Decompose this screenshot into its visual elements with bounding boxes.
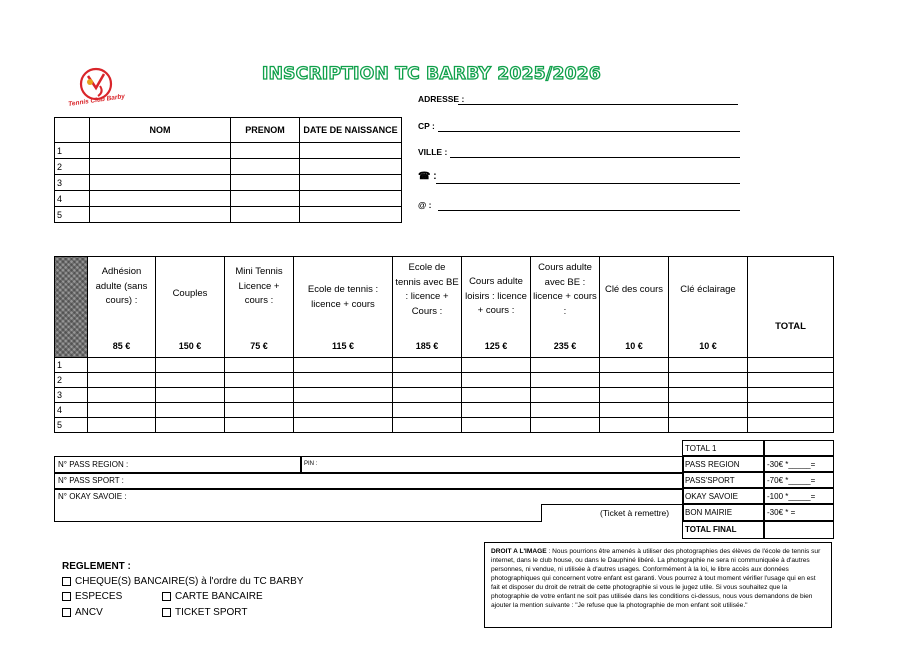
address-label: ADRESSE :: [418, 94, 465, 104]
fee-cell[interactable]: [88, 418, 156, 433]
image-rights-heading: DROIT A L'IMAGE: [491, 548, 547, 555]
page-title: INSCRIPTION TC BARBY 2025/2026: [262, 64, 601, 84]
prenom-cell[interactable]: [231, 207, 300, 223]
col-nom: NOM: [90, 118, 231, 143]
ticket-sport-option[interactable]: TICKET SPORT: [162, 607, 247, 618]
fee-cell[interactable]: [393, 388, 462, 403]
pass-region-value[interactable]: -30€ *_____=: [764, 456, 834, 472]
checkbox[interactable]: [62, 592, 71, 601]
club-logo: [66, 66, 126, 108]
fee-cell[interactable]: [600, 388, 669, 403]
prenom-cell[interactable]: [231, 159, 300, 175]
date-cell[interactable]: [300, 207, 402, 223]
fee-cell[interactable]: [156, 373, 225, 388]
fee-cell[interactable]: [294, 418, 393, 433]
city-field[interactable]: [418, 147, 742, 158]
col-total: TOTAL: [748, 257, 834, 358]
ancv-option[interactable]: ANCV: [62, 607, 103, 618]
col-ecole-tennis-be: Ecole de tennis avec BE : licence + Cours : 185 €: [393, 257, 462, 358]
total1-label: TOTAL 1: [682, 440, 764, 456]
divider: [54, 521, 542, 522]
pin-label: PIN :: [304, 461, 318, 467]
col-date-naissance: DATE DE NAISSANCE: [300, 118, 402, 143]
fee-cell[interactable]: [600, 358, 669, 373]
pass-region-name: PASS REGION: [682, 456, 764, 472]
fee-cell[interactable]: [600, 373, 669, 388]
fees-table: [54, 256, 834, 433]
row-number: 2: [55, 159, 90, 175]
col-mini-tennis: Mini Tennis Licence + cours : 75 €: [225, 257, 294, 358]
col-cours-adulte-loisirs: Cours adulte loisirs : licence + cours : 125 €: [462, 257, 531, 358]
fee-cell[interactable]: [225, 418, 294, 433]
total-final-label: TOTAL FINAL: [682, 521, 764, 539]
table-row: [55, 191, 402, 207]
prenom-cell[interactable]: [231, 175, 300, 191]
fee-cell[interactable]: [669, 418, 748, 433]
bon-mairie-name: BON MAIRIE: [682, 504, 764, 521]
cheque-option[interactable]: CHEQUE(S) BANCAIRE(S) à l'ordre du TC BARBY: [62, 576, 303, 587]
members-corner: [55, 118, 90, 143]
carte-option[interactable]: CARTE BANCAIRE: [162, 591, 263, 602]
date-cell[interactable]: [300, 191, 402, 207]
pass-region-label: N° PASS REGION :: [58, 460, 129, 469]
table-row: [55, 143, 402, 159]
nom-cell[interactable]: [90, 175, 231, 191]
pass-sport-value[interactable]: -70€ *_____=: [764, 472, 834, 488]
fee-cell[interactable]: [600, 418, 669, 433]
date-cell[interactable]: [300, 143, 402, 159]
fee-cell[interactable]: [531, 373, 600, 388]
fee-cell[interactable]: [393, 358, 462, 373]
row-number: 5: [55, 207, 90, 223]
members-table: [54, 117, 402, 223]
fee-cell[interactable]: [156, 403, 225, 418]
fee-cell[interactable]: [462, 418, 531, 433]
bon-mairie-value[interactable]: -30€ * =: [764, 504, 834, 521]
ticket-note: (Ticket à remettre): [600, 508, 670, 518]
hatched-corner: [55, 257, 88, 358]
col-adhesion: Adhésion adulte (sans cours) : 85 €: [88, 257, 156, 358]
fee-cell[interactable]: [225, 388, 294, 403]
total-cell[interactable]: [748, 403, 834, 418]
fee-cell[interactable]: [88, 373, 156, 388]
fee-cell[interactable]: [531, 418, 600, 433]
total-cell[interactable]: [748, 388, 834, 403]
row-number: 3: [55, 388, 88, 403]
table-row: [55, 373, 834, 388]
fee-cell[interactable]: [294, 373, 393, 388]
row-number: 3: [55, 175, 90, 191]
pass-sport-label: N° PASS SPORT :: [58, 476, 124, 485]
row-number: 1: [55, 143, 90, 159]
okay-savoie-field[interactable]: [54, 488, 684, 522]
divider: [541, 504, 682, 505]
table-row: [55, 388, 834, 403]
pass-sport-name: PASS'SPORT: [682, 472, 764, 488]
city-label: VILLE :: [418, 147, 448, 157]
fee-cell[interactable]: [393, 403, 462, 418]
fee-cell[interactable]: [225, 373, 294, 388]
prenom-cell[interactable]: [231, 191, 300, 207]
fee-cell[interactable]: [156, 358, 225, 373]
col-cle-eclairage: Clé éclairage 10 €: [669, 257, 748, 358]
fee-cell[interactable]: [88, 358, 156, 373]
fee-cell[interactable]: [156, 388, 225, 403]
payment-title: REGLEMENT :: [62, 561, 131, 572]
fee-cell[interactable]: [294, 388, 393, 403]
table-row: [55, 418, 834, 433]
prenom-cell[interactable]: [231, 143, 300, 159]
cp-label: CP :: [418, 121, 435, 131]
row-number: 4: [55, 191, 90, 207]
fee-cell[interactable]: [669, 373, 748, 388]
checkbox[interactable]: [62, 608, 71, 617]
col-prenom: PRENOM: [231, 118, 300, 143]
fee-cell[interactable]: [531, 388, 600, 403]
image-rights-text: : Nous pourrions être amenés à utiliser des photographies des élèves de l'école de tennis sur internet, dans le club house, ou dans le Dauphiné libéré. La photographie ne sera ni communiquée à d'autres personnes, ni vendue, ni utilisée à d'autres usages. Conformément à la loi, le libre accès aux données photographiques qui concernent votre enfant est garanti. Vous pourrez à tout moment vérifier l'usage qui en est fait et disposer du droit de retrait de cette photographie si vous le jugez utile. Si vous souhaitez que la photographie de votre enfant ne soit pas utilisée dans les conditions ci-dessus, nous vous demandons de bien ajouter la mention suivante : "Je refuse que la photographie de mon enfant soit utilisée.": [491, 548, 821, 609]
especes-option[interactable]: ESPECES: [62, 591, 122, 602]
address-field[interactable]: [418, 94, 740, 105]
nom-cell[interactable]: [90, 207, 231, 223]
fee-cell[interactable]: [393, 418, 462, 433]
payment-section: [62, 561, 303, 619]
fee-cell[interactable]: [669, 403, 748, 418]
table-row: [55, 358, 834, 373]
nom-cell[interactable]: [90, 191, 231, 207]
total-cell[interactable]: [748, 358, 834, 373]
cp-field[interactable]: [418, 121, 742, 132]
col-ecole-tennis: Ecole de tennis : licence + cours 115 €: [294, 257, 393, 358]
fee-cell[interactable]: [531, 403, 600, 418]
row-number: 5: [55, 418, 88, 433]
col-couples: Couples 150 €: [156, 257, 225, 358]
total-cell[interactable]: [748, 373, 834, 388]
fee-cell[interactable]: [531, 358, 600, 373]
date-cell[interactable]: [300, 159, 402, 175]
fee-cell[interactable]: [225, 403, 294, 418]
fee-cell[interactable]: [88, 388, 156, 403]
table-row: [55, 207, 402, 223]
email-field[interactable]: [418, 200, 742, 211]
nom-cell[interactable]: [90, 159, 231, 175]
phone-field[interactable]: [418, 173, 742, 184]
row-number: 2: [55, 373, 88, 388]
okay-savoie-name: OKAY SAVOIE: [682, 488, 764, 504]
checkbox[interactable]: [162, 592, 171, 601]
checkbox[interactable]: [62, 577, 71, 586]
okay-savoie-value[interactable]: -100 *_____=: [764, 488, 834, 504]
total-final-value[interactable]: [764, 521, 834, 539]
total-cell[interactable]: [748, 418, 834, 433]
fee-cell[interactable]: [669, 388, 748, 403]
fee-cell[interactable]: [462, 358, 531, 373]
col-cours-adulte-be: Cours adulte avec BE : licence + cours : 235 €: [531, 257, 600, 358]
fee-cell[interactable]: [225, 358, 294, 373]
divider: [541, 504, 542, 521]
fee-cell[interactable]: [294, 403, 393, 418]
fee-cell[interactable]: [88, 403, 156, 418]
col-cle-cours: Clé des cours 10 €: [600, 257, 669, 358]
total1-value[interactable]: [764, 440, 834, 456]
email-label: @ :: [418, 200, 432, 210]
table-row: [55, 403, 834, 418]
row-number: 4: [55, 403, 88, 418]
fee-cell[interactable]: [462, 403, 531, 418]
fee-cell[interactable]: [462, 373, 531, 388]
fee-cell[interactable]: [600, 403, 669, 418]
fee-cell[interactable]: [462, 388, 531, 403]
date-cell[interactable]: [300, 175, 402, 191]
image-rights-notice: [484, 542, 832, 628]
fee-cell[interactable]: [294, 358, 393, 373]
fee-cell[interactable]: [156, 418, 225, 433]
checkbox[interactable]: [162, 608, 171, 617]
fee-cell[interactable]: [393, 373, 462, 388]
nom-cell[interactable]: [90, 143, 231, 159]
logo-text: Tennis Club Barby: [67, 93, 126, 108]
okay-savoie-label: N° OKAY SAVOIE :: [58, 492, 127, 501]
table-row: [55, 159, 402, 175]
table-row: [55, 175, 402, 191]
phone-icon: ☎ :: [418, 171, 437, 182]
row-number: 1: [55, 358, 88, 373]
fee-cell[interactable]: [669, 358, 748, 373]
